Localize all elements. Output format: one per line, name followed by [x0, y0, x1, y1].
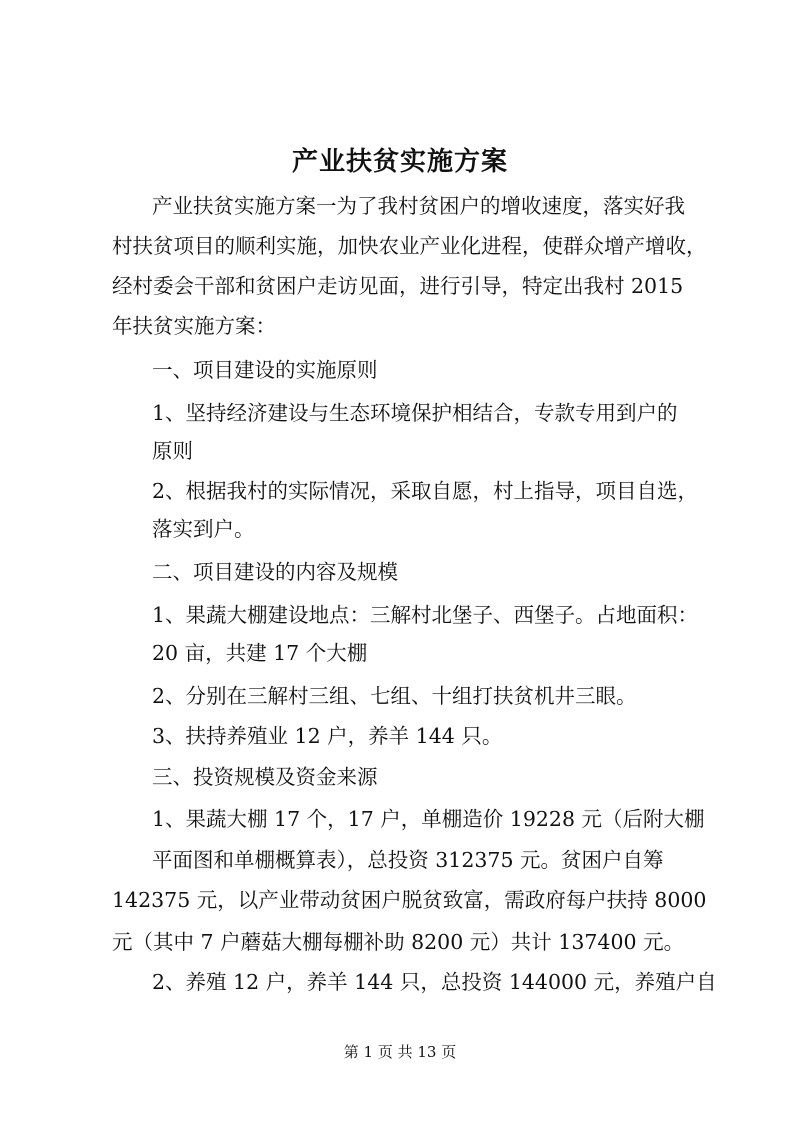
paragraph-line: 经村委会干部和贫困户走访见面，进行引导，特定出我村 2015 — [112, 274, 684, 298]
section-heading: 一、项目建设的实施原则 — [152, 358, 378, 382]
paragraph-line: 1、果蔬大棚 17 个，17 户，单棚造价 19228 元（后附大棚 — [152, 807, 705, 831]
paragraph-line: 村扶贫项目的顺利实施，加快农业产业化进程，使群众增产增收， — [112, 234, 707, 258]
paragraph-line: 1、坚持经济建设与生态环境保护相结合，专款专用到户的 — [152, 401, 678, 425]
document-title: 产业扶贫实施方案 — [291, 147, 508, 177]
paragraph-line: 3、扶持养殖业 12 户，养羊 144 只。 — [152, 724, 503, 748]
paragraph-line: 年扶贫实施方案： — [112, 314, 276, 338]
paragraph-line: 2、分别在三解村三组、七组、十组打扶贫机井三眼。 — [152, 684, 637, 708]
paragraph-line: 元（其中 7 户蘑菇大棚每棚补助 8200 元）共计 137400 元。 — [112, 930, 685, 954]
paragraph-line: 产业扶贫实施方案一为了我村贫困户的增收速度，落实好我 — [152, 194, 685, 218]
paragraph-line: 平面图和单棚概算表），总投资 312375 元。贫困户自筹 — [152, 848, 664, 872]
page-number-footer: 第 1 页 共 13 页 — [343, 1043, 457, 1061]
paragraph-line: 142375 元，以产业带动贫困户脱贫致富，需政府每户扶持 8000 — [112, 888, 707, 912]
paragraph-line: 20 亩，共建 17 个大棚 — [152, 641, 368, 665]
paragraph-line: 落实到户。 — [152, 517, 255, 541]
section-heading: 三、投资规模及资金来源 — [152, 765, 378, 789]
paragraph-line: 原则 — [152, 439, 193, 463]
paragraph-line: 2、养殖 12 户，养羊 144 只，总投资 144000 元，养殖户自 — [152, 970, 717, 994]
section-heading: 二、项目建设的内容及规模 — [152, 560, 398, 584]
paragraph-line: 1、果蔬大棚建设地点：三解村北堡子、西堡子。占地面积： — [152, 603, 699, 627]
paragraph-line: 2、根据我村的实际情况，采取自愿，村上指导，项目自选， — [152, 479, 699, 503]
